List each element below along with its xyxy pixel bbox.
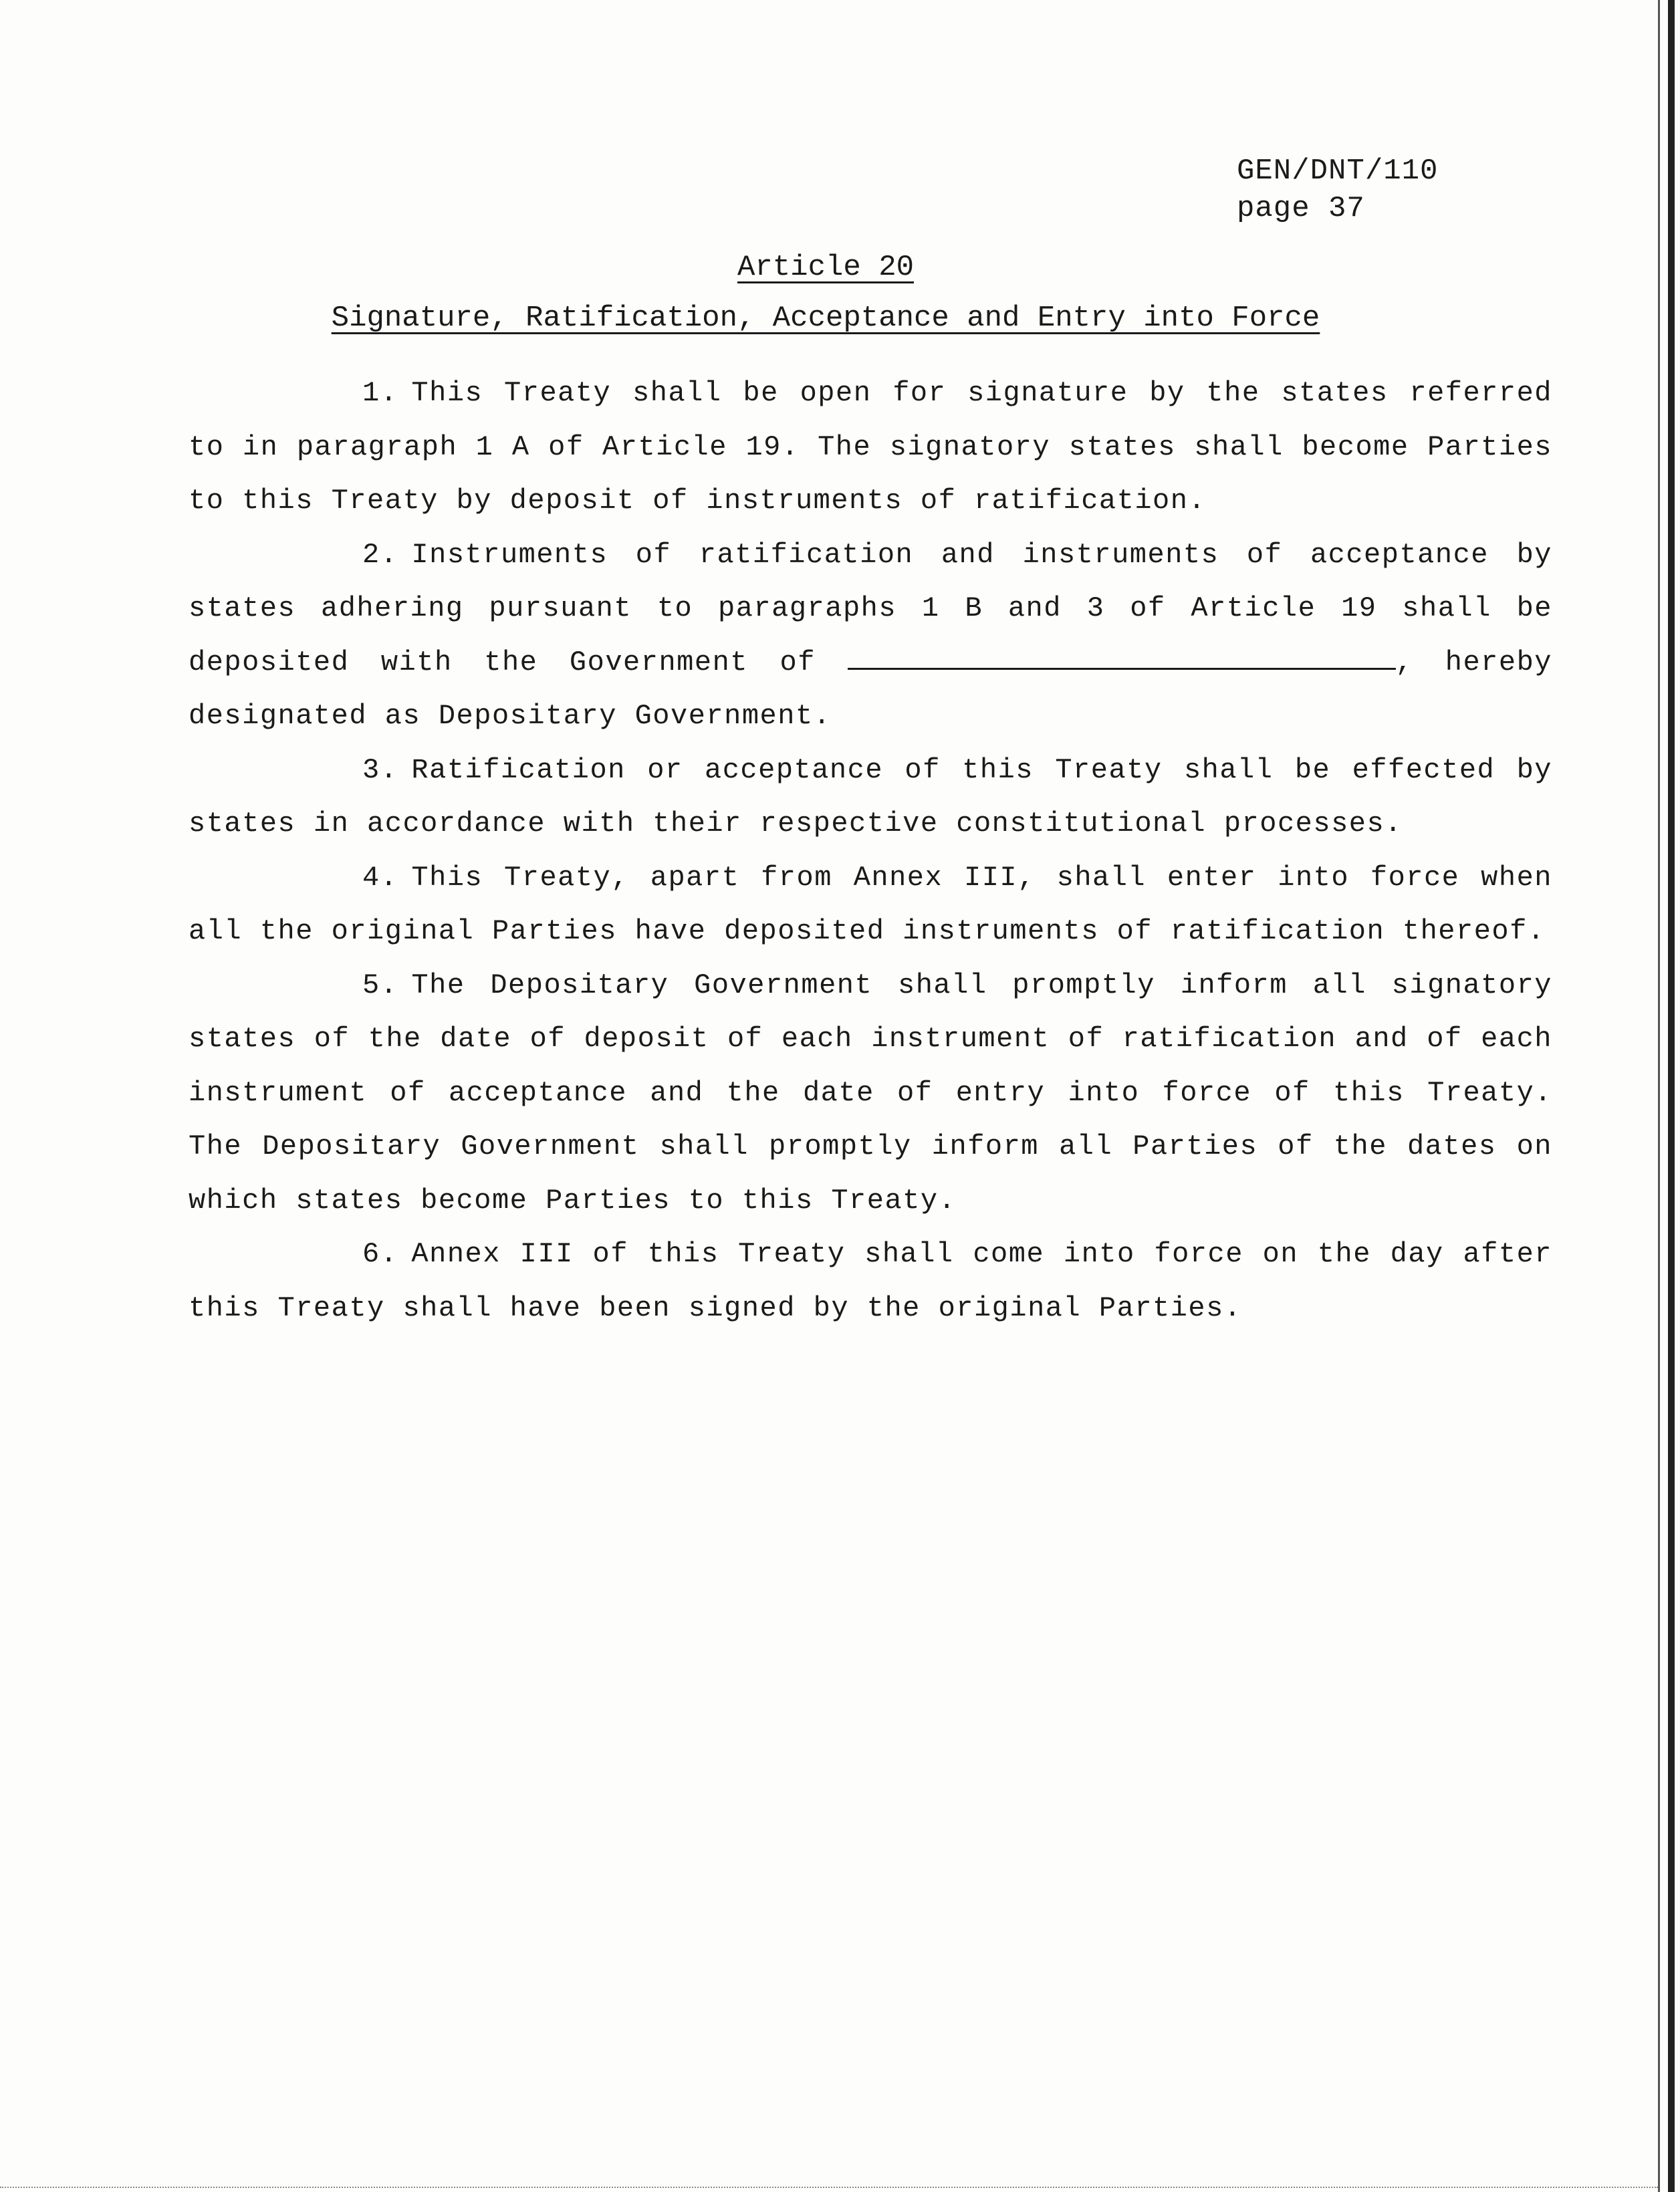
page-number: page 37 bbox=[1237, 192, 1365, 225]
paragraph-number: 1. bbox=[362, 377, 398, 409]
document-code: GEN/DNT/110 bbox=[1237, 154, 1439, 188]
scan-edge-border bbox=[1668, 0, 1675, 2192]
paragraph-number: 5. bbox=[362, 969, 398, 1001]
paragraph-number: 3. bbox=[362, 753, 398, 786]
article-title: Article 20 bbox=[737, 251, 915, 284]
article-body bbox=[189, 366, 1552, 1335]
blank-fill-line bbox=[848, 644, 1396, 670]
article-subheading bbox=[0, 299, 1651, 337]
document-reference bbox=[1237, 152, 1438, 227]
paragraph-3 bbox=[189, 743, 1552, 851]
paragraph-6 bbox=[189, 1227, 1552, 1335]
paragraph-text: Ratification or acceptance of this Treaty shall be effected by states in accordance with their respective constitutional processes. bbox=[189, 753, 1552, 840]
paragraph-2 bbox=[189, 528, 1552, 743]
paragraph-text: This Treaty shall be open for signature by the states referred to in paragraph 1 A of Article 19. The signatory states shall become Parties to this Treaty by deposit of instruments of ratification. bbox=[189, 377, 1552, 517]
paragraph-4 bbox=[189, 851, 1552, 959]
paragraph-number: 2. bbox=[362, 538, 398, 571]
paragraph-1 bbox=[189, 366, 1552, 528]
paragraph-text-continued: , hereby designated as Depositary Government. bbox=[189, 646, 1552, 732]
paragraph-5 bbox=[189, 959, 1552, 1228]
paragraph-number: 4. bbox=[362, 861, 398, 894]
scan-bottom-edge bbox=[0, 2187, 1658, 2188]
paragraph-text: The Depositary Government shall promptly inform all signatory states of the date of deposit of each instrument of ratification and of each instrument of acceptance and the date of entry into force of this Treaty. The Depositary Government shall promptly inform all Parties of the dates on which states become Parties to this Treaty. bbox=[189, 969, 1552, 1217]
article-heading bbox=[0, 249, 1651, 286]
paragraph-text: This Treaty, apart from Annex III, shall enter into force when all the original Parties have deposited instruments of ratification thereof. bbox=[189, 861, 1552, 947]
paragraph-number: 6. bbox=[362, 1238, 398, 1270]
paragraph-text: Instruments of ratification and instruments of acceptance by states adhering pursuant to paragraphs 1 B and 3 of Article 19 shall be deposited with the Government of bbox=[189, 538, 1552, 679]
scan-edge-line bbox=[1658, 0, 1660, 2192]
article-subtitle: Signature, Ratification, Acceptance and Entry into Force bbox=[331, 301, 1320, 335]
paragraph-text: Annex III of this Treaty shall come into force on the day after this Treaty shall have been signed by the original Parties. bbox=[189, 1238, 1552, 1324]
